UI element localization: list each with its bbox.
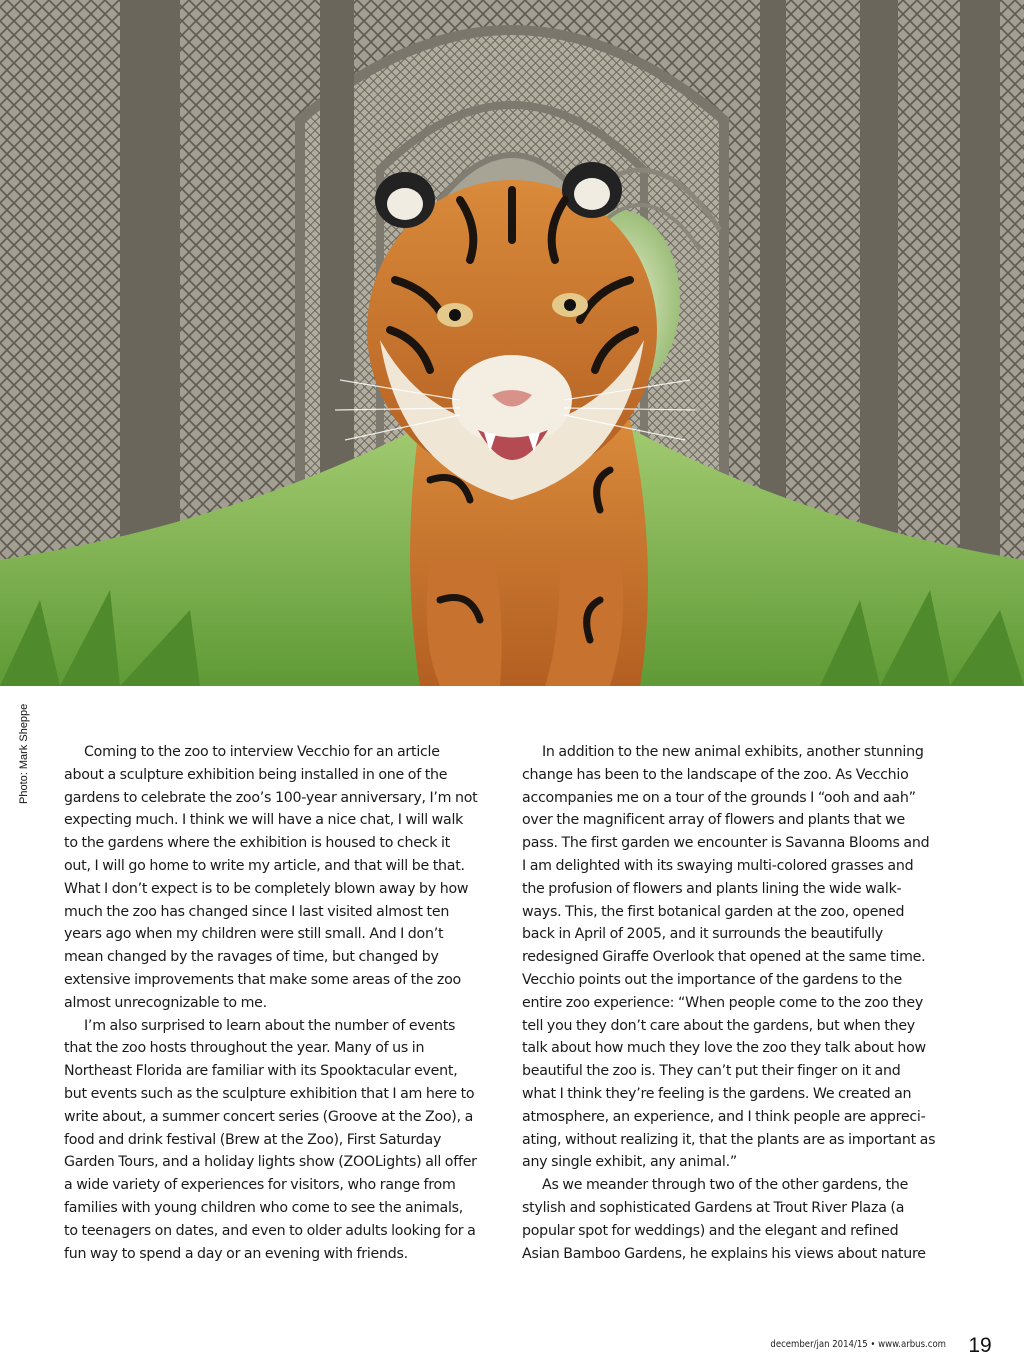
- paragraph: Coming to the zoo to interview Vecchio for an article about a sculpture exhibition being installed in one of the gardens to celebrate the zoo’s 100-year anniversary, I’m not expecting much. I think we will have a nice chat, I will walk to the gardens where the exhibition is housed to check it out, I will go home to write my article, and that will be that. What I don’t expect is to be completely blown away by how much the zoo has changed since I last visited almost ten years ago when my children were still small. And I don’t mean changed by the ravages of time, but changed by extensive improvements that make some areas of the zoo almost unrecognizable to me.: [64, 744, 478, 1011]
- article-column-left: [64, 741, 509, 1265]
- paragraph: As we meander through two of the other gardens, the stylish and sophisticated Gardens at Trout River Plaza (a popular spot for weddings) and the elegant and refined Asian Bamboo Gardens, he explains his views about nature: [522, 1177, 926, 1262]
- photo-credit: Photo: Mark Sheppe: [18, 703, 30, 804]
- issue-footer: december/jan 2014/15 • www.arbus.com: [770, 1339, 946, 1350]
- page-number: 19: [968, 1334, 992, 1357]
- article-column-right: [522, 741, 967, 1265]
- paragraph: In addition to the new animal exhibits, another stunning change has been to the landscape of the zoo. As Vecchio accompanies me on a tour of the grounds I “ooh and aah” over the magnificent array of flowers and plants that we pass. The first garden we encounter is Savanna Blooms and I am delighted with its swaying multi-colored grasses and the profusion of flowers and plants lining the wide walk- ways. This, the first botanical garden at the zoo, opened back in April of 2005, and it surrounds the beautifully redesigned Giraffe Overlook that opened at the same time. Vecchio points out the importance of the gardens to the entire zoo experience: “When people come to the zoo they tell you they don’t care about the gardens, but when they talk about how much they love the zoo they talk about how beautiful the zoo is. They can’t put their finger on it and what I think they’re feeling is the gardens. We created an atmosphere, an experience, and I think people are appreci- ating, without realizing it, that the plants are as important as any single exhibit, any animal.”: [522, 744, 936, 1171]
- paragraph: I’m also surprised to learn about the number of events that the zoo hosts throughout the year. Many of us in Northeast Florida are familiar with its Spooktacular event, but events such as the sculpture exhibition that I am here to write about, a summer concert series (Groove at the Zoo), a food and drink festival (Brew at the Zoo), First Saturday Garden Tours, and a holiday lights show (ZOOLights) all offer a wide variety of experiences for visitors, who range from families with young children who come to see the animals, to teenagers on dates, and even to older adults looking for a fun way to spend a day or an evening with friends.: [64, 1017, 477, 1262]
